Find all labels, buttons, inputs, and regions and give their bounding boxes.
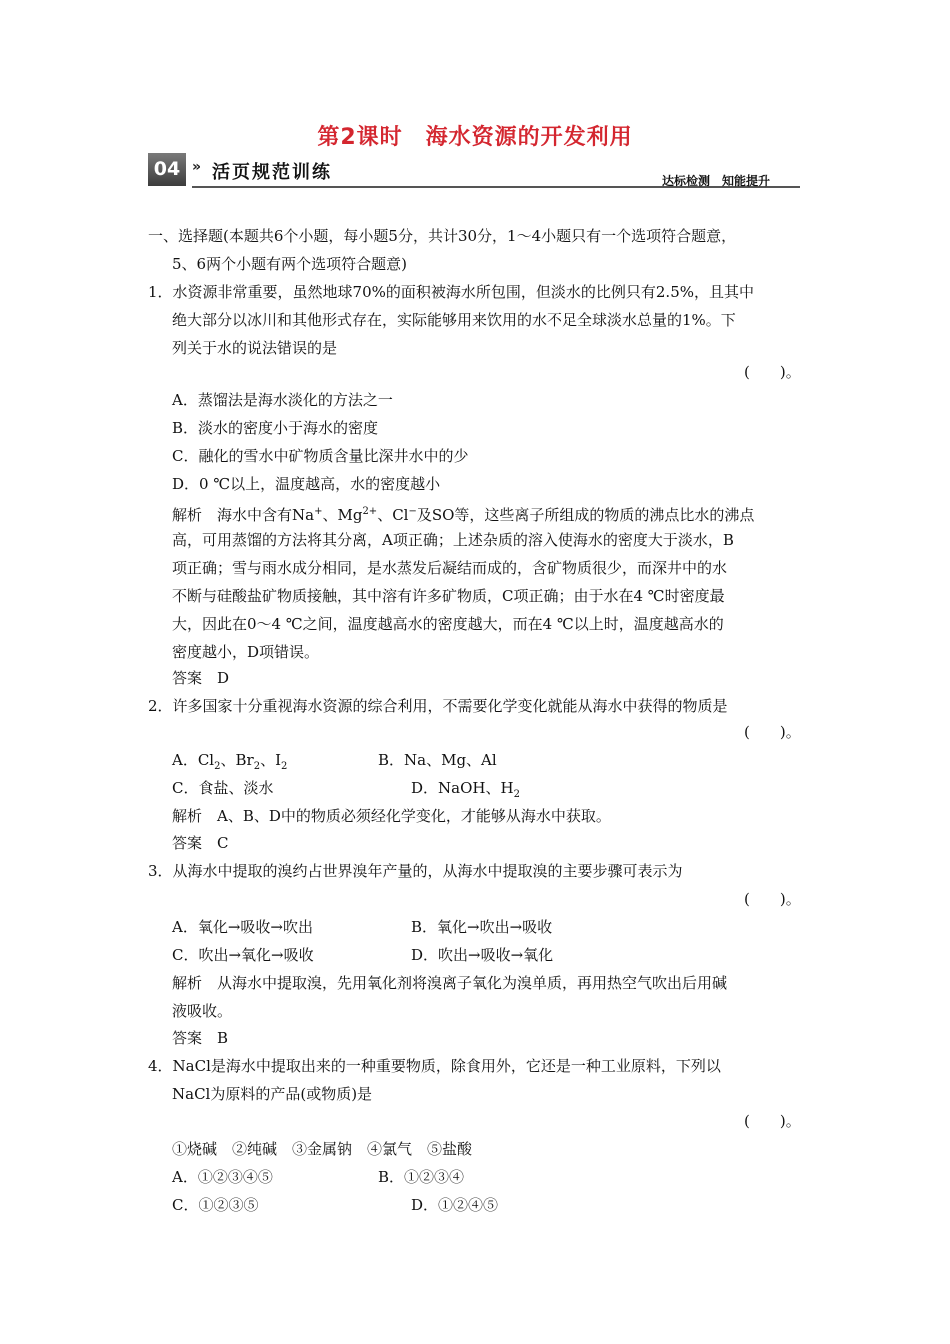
page-title: 第2课时 海水资源的开发利用 xyxy=(317,125,633,150)
answer-blank: ( )。 xyxy=(744,1112,801,1130)
option-a: A．氧化→吸收→吹出 xyxy=(172,918,313,936)
option-b: B．淡水的密度小于海水的密度 xyxy=(172,419,379,437)
option-c: C．融化的雪水中矿物质含量比深井水中的少 xyxy=(172,447,469,465)
analysis-line: 解析 从海水中提取溴，先用氧化剂将溴离子氧化为溴单质，再用热空气吹出后用碱 xyxy=(172,974,728,992)
question-3-stem: 3．从海水中提取的溴约占世界溴年产量的，从海水中提取溴的主要步骤可表示为 xyxy=(148,862,683,880)
answer-line: 答案 B xyxy=(172,1029,229,1047)
option-c: C．吹出→氧化→吸收 xyxy=(172,946,314,964)
question-2-stem: 2．许多国家十分重视海水资源的综合利用，不需要化学变化就能从海水中获得的物质是 xyxy=(148,697,728,715)
answer-line: 答案 D xyxy=(172,669,230,687)
option-d: D．①②④⑤ xyxy=(411,1196,499,1214)
analysis-line: 不断与硅酸盐矿物质接触，其中溶有许多矿物质，C项正确；由于水在4 ℃时密度最 xyxy=(172,587,725,605)
answer-blank: ( )。 xyxy=(744,363,801,381)
analysis-line: 液吸收。 xyxy=(172,1002,233,1020)
question-1-stem: 1．水资源非常重要，虽然地球70%的面积被海水所包围，但淡水的比例只有2.5%，且其中 xyxy=(148,283,754,301)
analysis-line: 高，可用蒸馏的方法将其分离，A项正确；上述杂质的溶入使海水的密度大于淡水，B xyxy=(172,531,734,549)
option-c: C．食盐、淡水 xyxy=(172,779,274,797)
answer-line: 答案 C xyxy=(172,834,229,852)
option-d: D．吹出→吸收→氧化 xyxy=(411,946,554,964)
option-c: C．①②③⑤ xyxy=(172,1196,259,1214)
question-1-stem: 绝大部分以冰川和其他形式存在，实际能够用来饮用的水不足全球淡水总量的1%。下 xyxy=(172,311,736,329)
question-1-stem: 列关于水的说法错误的是 xyxy=(172,339,338,357)
section-badge: 04 xyxy=(148,153,186,186)
analysis-line: 大，因此在0～4 ℃之间，温度越高水的密度越大，而在4 ℃以上时，温度越高水的 xyxy=(172,615,724,633)
intro-line: 一、选择题(本题共6个小题，每小题5分，共计30分，1～4小题只有一个选项符合题意， xyxy=(148,227,737,245)
double-arrow-icon: » xyxy=(192,159,202,175)
option-b: B．Na、Mg、Al xyxy=(378,751,497,769)
option-b: B．①②③④ xyxy=(378,1168,465,1186)
option-a: A．蒸馏法是海水淡化的方法之一 xyxy=(172,391,393,409)
analysis-line: 解析 A、B、D中的物质必须经化学变化，才能够从海水中获取。 xyxy=(172,807,611,825)
option-d: D．NaOH、$H_2$ xyxy=(411,779,520,800)
analysis-line: 项正确；雪与雨水成分相同，是水蒸发后凝结而成的，含矿物质很少，而深井中的水 xyxy=(172,559,728,577)
section-subtitle: 达标检测 知能提升 xyxy=(661,174,770,188)
option-a: A．$Cl_2$、$Br_2$、$I_2$ xyxy=(172,751,288,772)
option-b: B．氧化→吹出→吸收 xyxy=(411,918,553,936)
answer-blank: ( )。 xyxy=(744,723,801,741)
question-4-stem: 4．NaCl是海水中提取出来的一种重要物质，除食用外，它还是一种工业原料，下列以 xyxy=(148,1057,721,1075)
analysis-line: 解析 海水中含有Na+、$Mg^{2+}$、Cl−及SO等，这些离子所组成的物质的沸点比水的沸点 xyxy=(172,506,755,524)
option-a: A．①②③④⑤ xyxy=(172,1168,273,1186)
intro-line: 5、6两个小题有两个选项符合题意) xyxy=(172,255,407,273)
question-4-stem: NaCl为原料的产品(或物质)是 xyxy=(172,1085,373,1103)
item-list: ①烧碱 ②纯碱 ③金属钠 ④氯气 ⑤盐酸 xyxy=(172,1140,473,1158)
analysis-line: 密度越小，D项错误。 xyxy=(172,643,320,661)
option-d: D．0 ℃以上，温度越高，水的密度越小 xyxy=(172,475,441,493)
answer-blank: ( )。 xyxy=(744,890,801,908)
section-title: 活页规范训练 xyxy=(212,162,332,183)
